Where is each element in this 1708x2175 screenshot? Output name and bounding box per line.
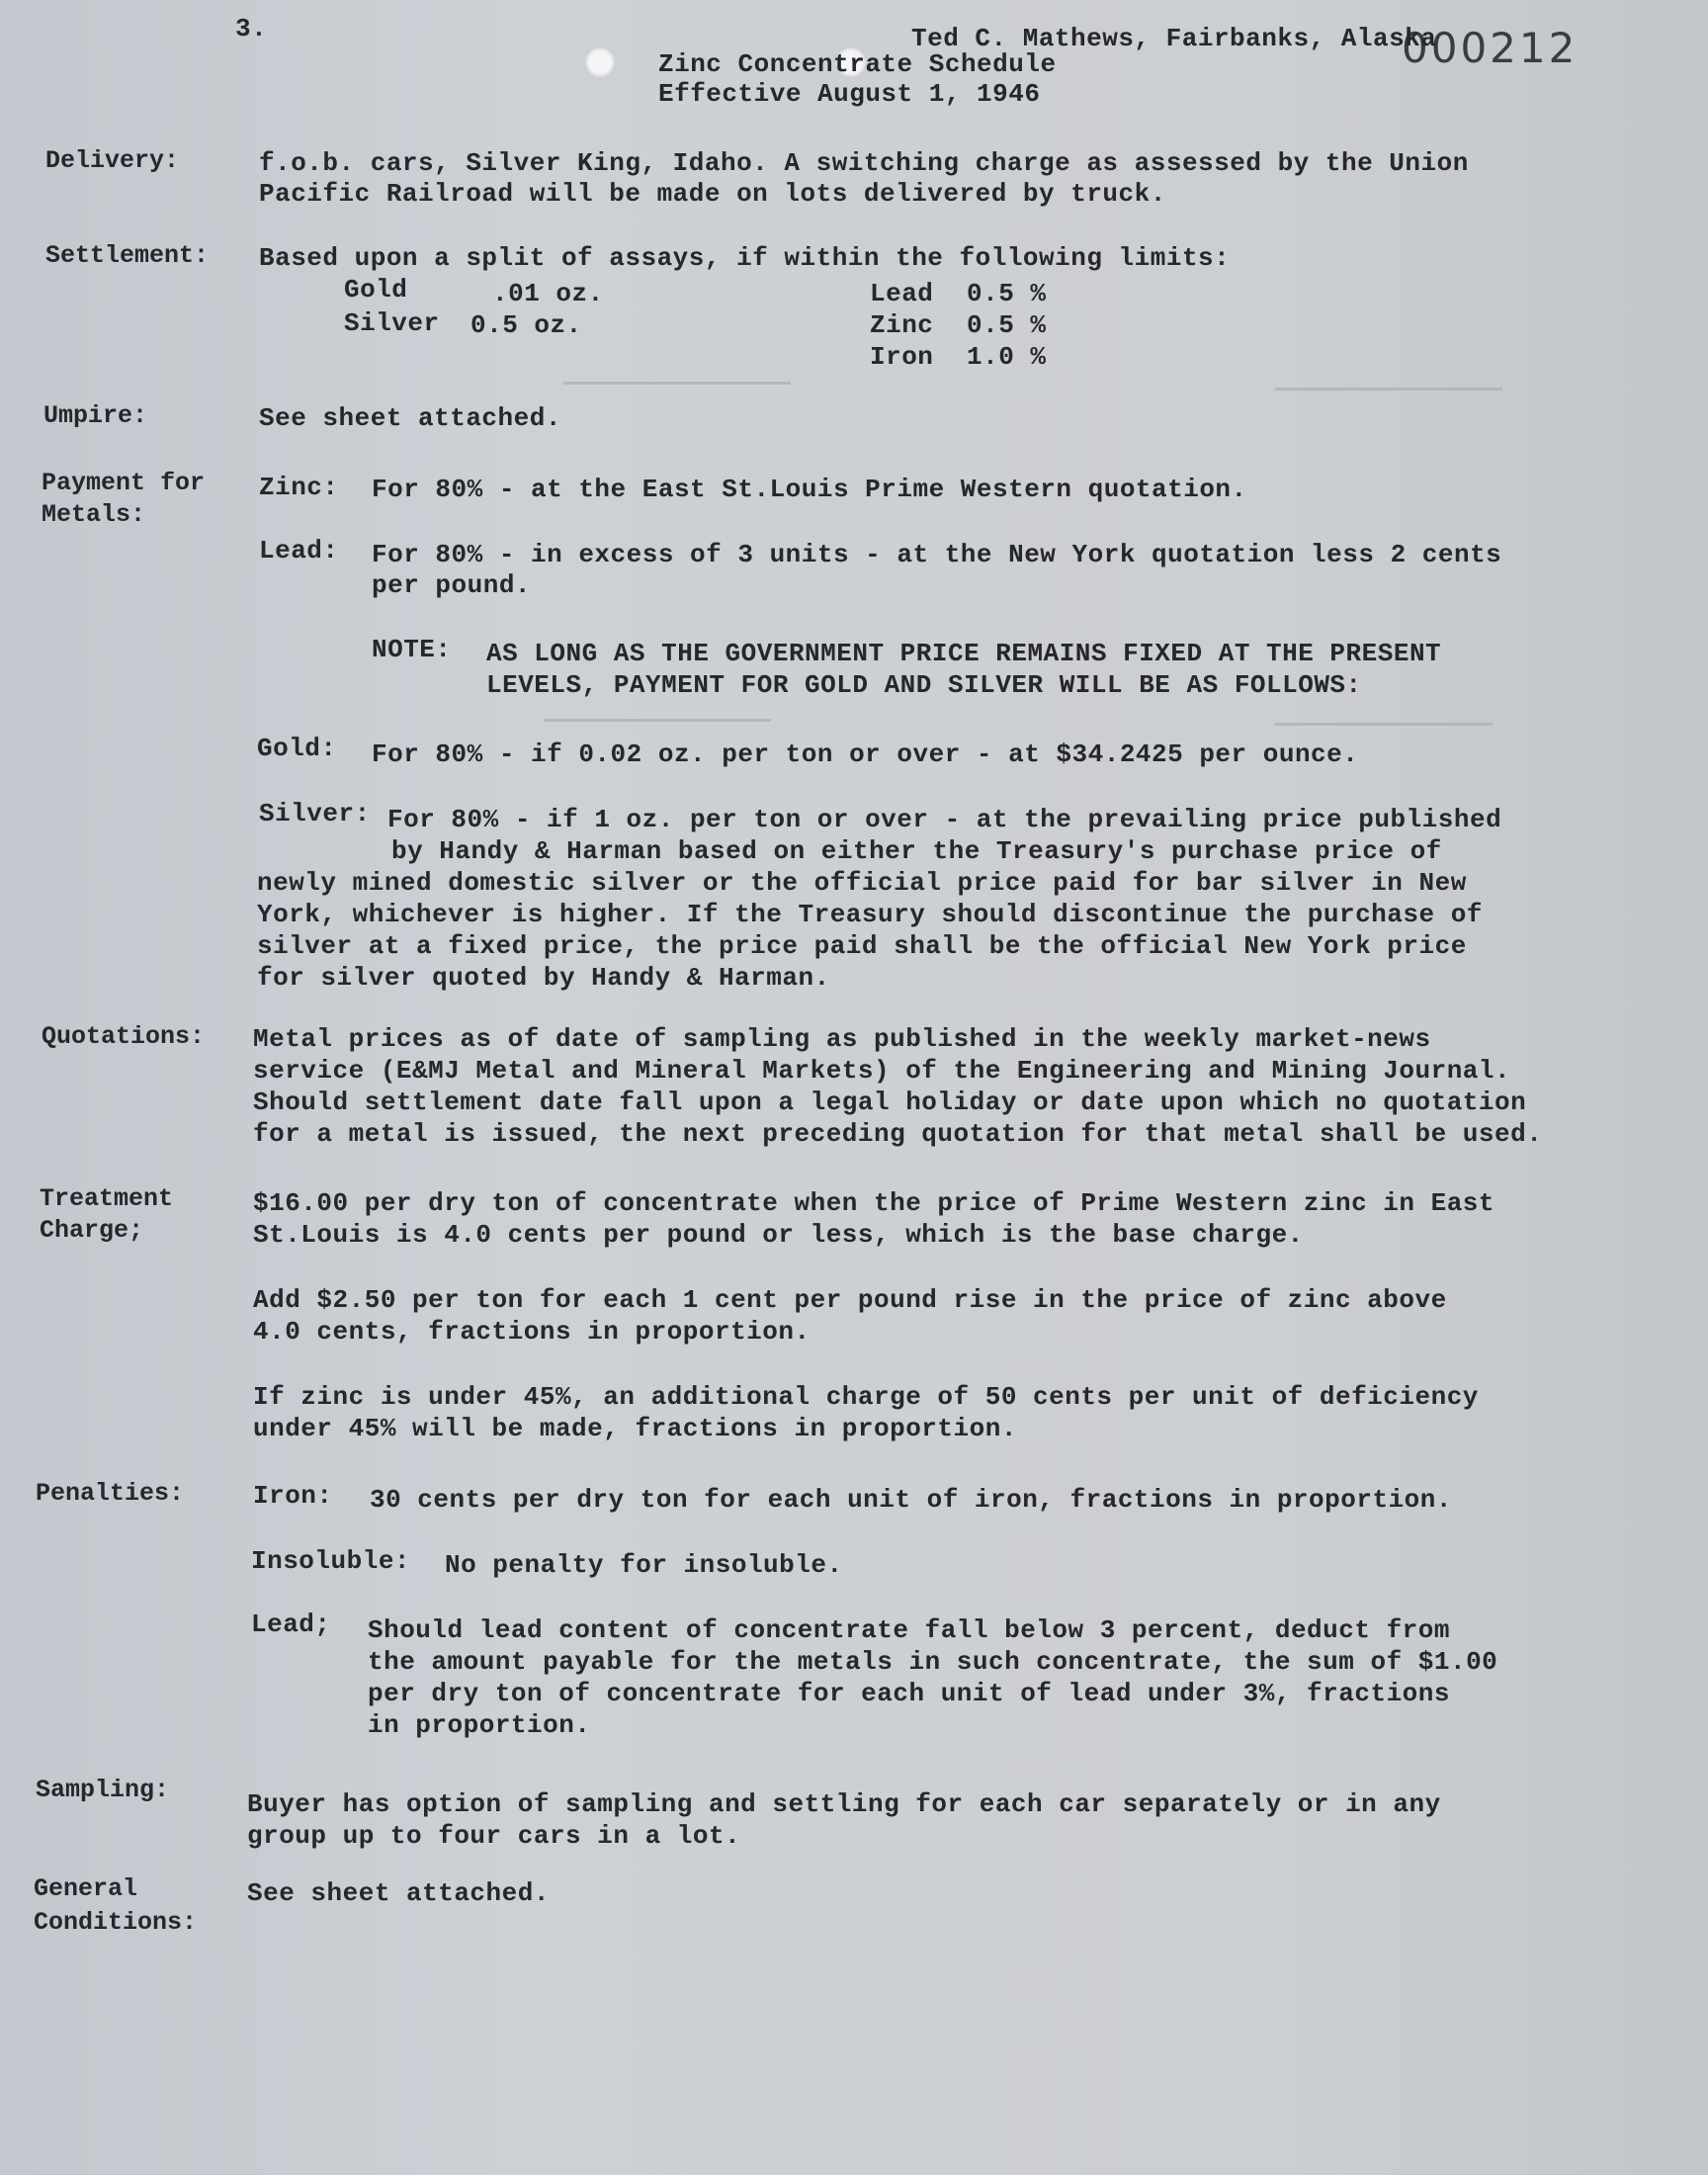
treatment-line: Add $2.50 per ton for each 1 cent per pound rise in the price of zinc above xyxy=(253,1285,1447,1315)
limit-value: 0.5 % xyxy=(967,279,1047,308)
penalties-label: Penalties: xyxy=(36,1479,185,1508)
delivery-line: Pacific Railroad will be made on lots delivered by truck. xyxy=(259,179,1166,209)
umpire-text: See sheet attached. xyxy=(259,403,561,433)
treatment-label: Charge; xyxy=(40,1216,144,1245)
limit-value: 0.5 % xyxy=(967,310,1047,340)
silver-payment-line: newly mined domestic silver or the official price paid for bar silver in New xyxy=(257,868,1467,898)
treatment-line: $16.00 per dry ton of concentrate when the price of Prime Western zinc in East xyxy=(253,1188,1494,1218)
quotations-line: Should settlement date fall upon a legal holiday or date upon which no quotation xyxy=(253,1088,1527,1117)
payment-label: Payment for xyxy=(42,469,206,497)
insoluble-penalty-text: No penalty for insoluble. xyxy=(445,1550,843,1580)
general-conditions-text: See sheet attached. xyxy=(247,1878,550,1908)
file-stamp: 000212 xyxy=(1402,24,1579,72)
document-author: Ted C. Mathews, Fairbanks, Alaska xyxy=(911,24,1437,53)
note-label: NOTE: xyxy=(372,635,452,664)
quotations-line: for a metal is issued, the next preceding quotation for that metal shall be used. xyxy=(253,1119,1543,1149)
settlement-label: Settlement: xyxy=(45,241,210,270)
silver-payment-line: York, whichever is higher. If the Treasury should discontinue the purchase of xyxy=(257,900,1483,929)
silver-payment-line: by Handy & Harman based on either the Treasury's purchase price of xyxy=(391,836,1442,866)
lead-penalty-line: in proportion. xyxy=(368,1710,591,1740)
limit-metal: Silver xyxy=(344,308,440,338)
limit-value: 0.5 oz. xyxy=(470,310,582,340)
limit-metal: Lead xyxy=(870,279,934,308)
silver-payment-line: For 80% - if 1 oz. per ton or over - at the prevailing price published xyxy=(387,805,1502,834)
note-line: LEVELS, PAYMENT FOR GOLD AND SILVER WILL BE AS FOLLOWS: xyxy=(486,670,1362,700)
silver-payment-label: Silver: xyxy=(259,799,371,828)
gold-payment-label: Gold: xyxy=(257,734,337,763)
limit-metal: Zinc xyxy=(870,310,934,340)
treatment-line: under 45% will be made, fractions in proportion. xyxy=(253,1414,1017,1443)
limit-metal: Gold xyxy=(344,275,408,304)
page-number: 3. xyxy=(235,14,268,44)
sampling-line: Buyer has option of sampling and settling for each car separately or in any xyxy=(247,1789,1441,1819)
note-line: AS LONG AS THE GOVERNMENT PRICE REMAINS FIXED AT THE PRESENT xyxy=(486,639,1442,668)
treatment-label: Treatment xyxy=(40,1184,174,1213)
scan-streak xyxy=(544,719,771,722)
payment-label: Metals: xyxy=(42,500,146,529)
scan-streak xyxy=(1275,388,1502,391)
zinc-payment-text: For 80% - at the East St.Louis Prime Western quotation. xyxy=(372,475,1247,504)
treatment-line: 4.0 cents, fractions in proportion. xyxy=(253,1317,811,1347)
settlement-intro: Based upon a split of assays, if within the following limits: xyxy=(259,243,1231,273)
gold-payment-text: For 80% - if 0.02 oz. per ton or over - at $34.2425 per ounce. xyxy=(372,740,1359,769)
delivery-label: Delivery: xyxy=(45,146,180,175)
silver-payment-line: silver at a fixed price, the price paid shall be the official New York price xyxy=(257,931,1467,961)
punch-hole-left xyxy=(585,47,615,77)
limit-metal: Iron xyxy=(870,342,934,372)
insoluble-penalty-label: Insoluble: xyxy=(251,1546,411,1576)
quotations-line: Metal prices as of date of sampling as published in the weekly market-news xyxy=(253,1024,1431,1054)
general-conditions-label: Conditions: xyxy=(34,1908,198,1937)
lead-penalty-label: Lead; xyxy=(251,1610,331,1639)
sampling-label: Sampling: xyxy=(36,1776,170,1804)
sampling-line: group up to four cars in a lot. xyxy=(247,1821,741,1851)
general-conditions-label: General xyxy=(34,1874,138,1903)
lead-penalty-line: Should lead content of concentrate fall below 3 percent, deduct from xyxy=(368,1615,1450,1645)
scan-streak xyxy=(563,382,791,385)
iron-penalty-label: Iron: xyxy=(253,1481,333,1511)
delivery-line: f.o.b. cars, Silver King, Idaho. A switching charge as assessed by the Union xyxy=(259,148,1469,178)
lead-penalty-line: the amount payable for the metals in such concentrate, the sum of $1.00 xyxy=(368,1647,1498,1677)
treatment-line: St.Louis is 4.0 cents per pound or less, which is the base charge. xyxy=(253,1220,1304,1250)
lead-payment-label: Lead: xyxy=(259,536,339,566)
effective-date: Effective August 1, 1946 xyxy=(658,79,1041,109)
iron-penalty-text: 30 cents per dry ton for each unit of iron, fractions in proportion. xyxy=(370,1485,1452,1515)
limit-value: .01 oz. xyxy=(492,279,604,308)
limit-value: 1.0 % xyxy=(967,342,1047,372)
quotations-label: Quotations: xyxy=(42,1022,206,1051)
lead-payment-line: per pound. xyxy=(372,570,532,600)
scan-streak xyxy=(1275,723,1493,726)
lead-penalty-line: per dry ton of concentrate for each unit of lead under 3%, fractions xyxy=(368,1679,1450,1708)
zinc-payment-label: Zinc: xyxy=(259,473,339,502)
document-title: Zinc Concentrate Schedule xyxy=(658,49,1057,79)
silver-payment-line: for silver quoted by Handy & Harman. xyxy=(257,963,830,993)
umpire-label: Umpire: xyxy=(43,401,148,430)
lead-payment-line: For 80% - in excess of 3 units - at the New York quotation less 2 cents xyxy=(372,540,1502,569)
quotations-line: service (E&MJ Metal and Mineral Markets) of the Engineering and Mining Journal. xyxy=(253,1056,1511,1086)
treatment-line: If zinc is under 45%, an additional charge of 50 cents per unit of deficiency xyxy=(253,1382,1479,1412)
